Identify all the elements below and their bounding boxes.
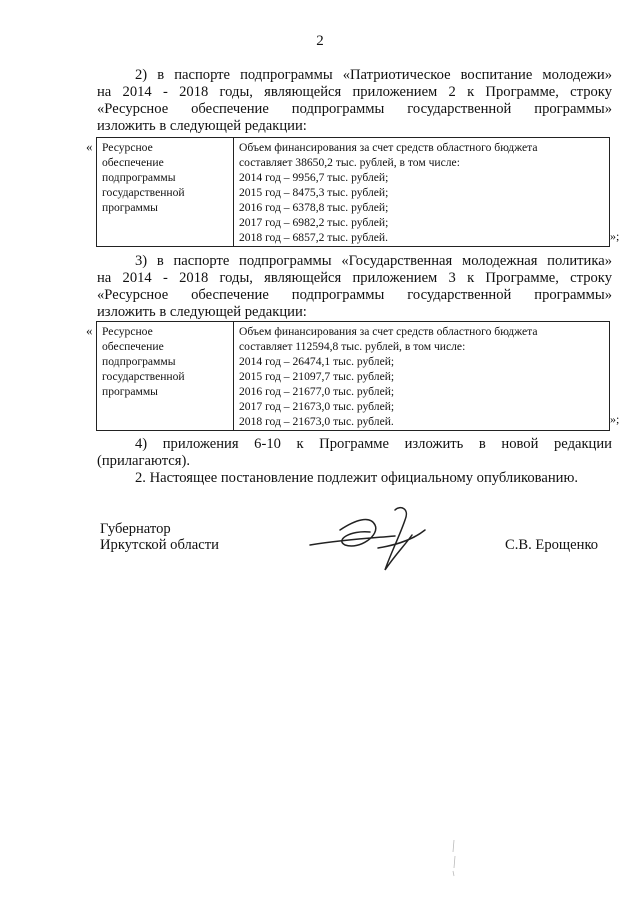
value-line: 2018 год – 6857,2 тыс. рублей. (239, 231, 389, 244)
value-line: 2015 год – 8475,3 тыс. рублей; (239, 186, 389, 199)
table-value-cell (234, 138, 610, 247)
value-line: 2016 год – 6378,8 тыс. рублей; (239, 201, 389, 214)
position-line: Губернатор (100, 521, 171, 537)
label-line: Ресурсное (102, 325, 153, 338)
value-line: 2015 год – 21097,7 тыс. рублей; (239, 370, 395, 383)
value-line: составляет 38650,2 тыс. рублей, в том числе: (239, 156, 460, 169)
label-line: подпрограммы (102, 171, 176, 184)
text-line: на 2014 - 2018 годы, являющейся приложением 3 к Программе, строку (97, 270, 612, 286)
value-line: 2014 год – 9956,7 тыс. рублей; (239, 171, 389, 184)
text-line: 3) в паспорте подпрограммы «Государственная молодежная политика» (135, 253, 612, 269)
scan-artifact (448, 838, 460, 878)
close-quote: »; (610, 229, 620, 243)
label-line: Ресурсное (102, 141, 153, 154)
paragraph-publication (97, 470, 612, 487)
label-line: программы (102, 201, 158, 214)
value-line: 2018 год – 21673,0 тыс. рублей. (239, 415, 394, 428)
table-label-cell (97, 138, 234, 247)
paragraph-item-2 (97, 67, 612, 135)
resource-table-1 (96, 137, 610, 247)
value-line: Объем финансирования за счет средств областного бюджета (239, 141, 538, 154)
label-line: подпрограммы (102, 355, 176, 368)
paragraph-item-4 (97, 436, 612, 470)
paragraph-item-3 (97, 253, 612, 321)
text-line: (прилагаются). (97, 453, 190, 469)
text-line: 4) приложения 6-10 к Программе изложить в новой редакции (135, 436, 612, 452)
value-line: 2017 год – 21673,0 тыс. рублей; (239, 400, 395, 413)
value-line: Объем финансирования за счет средств областного бюджета (239, 325, 538, 338)
label-line: программы (102, 385, 158, 398)
value-line: 2017 год – 6982,2 тыс. рублей; (239, 216, 389, 229)
text-line: 2. Настоящее постановление подлежит официальному опубликованию. (135, 470, 579, 486)
label-line: обеспечение (102, 156, 164, 169)
page-number: 2 (316, 33, 324, 49)
signatory-name: С.В. Ерощенко (505, 537, 599, 553)
handwritten-signature (300, 500, 450, 580)
text-line: изложить в следующей редакции: (97, 118, 307, 134)
text-line: на 2014 - 2018 годы, являющейся приложением 2 к Программе, строку (97, 84, 612, 100)
open-quote: « (86, 139, 93, 154)
text-line: 2) в паспорте подпрограммы «Патриотическое воспитание молодежи» (135, 67, 612, 83)
text-line: «Ресурсное обеспечение подпрограммы государственной программы» (97, 287, 612, 303)
signatory-position (100, 521, 219, 553)
label-line: государственной (102, 186, 185, 199)
value-line: составляет 112594,8 тыс. рублей, в том числе: (239, 340, 466, 353)
value-line: 2016 год – 21677,0 тыс. рублей; (239, 385, 395, 398)
resource-table-2 (96, 321, 610, 431)
label-line: государственной (102, 370, 185, 383)
table-value-cell (234, 322, 610, 431)
text-line: изложить в следующей редакции: (97, 304, 307, 320)
table-label-cell (97, 322, 234, 431)
position-line: Иркутской области (100, 537, 219, 553)
text-line: «Ресурсное обеспечение подпрограммы государственной программы» (97, 101, 612, 117)
value-line: 2014 год – 26474,1 тыс. рублей; (239, 355, 395, 368)
close-quote: »; (610, 412, 620, 426)
open-quote: « (86, 323, 93, 338)
label-line: обеспечение (102, 340, 164, 353)
